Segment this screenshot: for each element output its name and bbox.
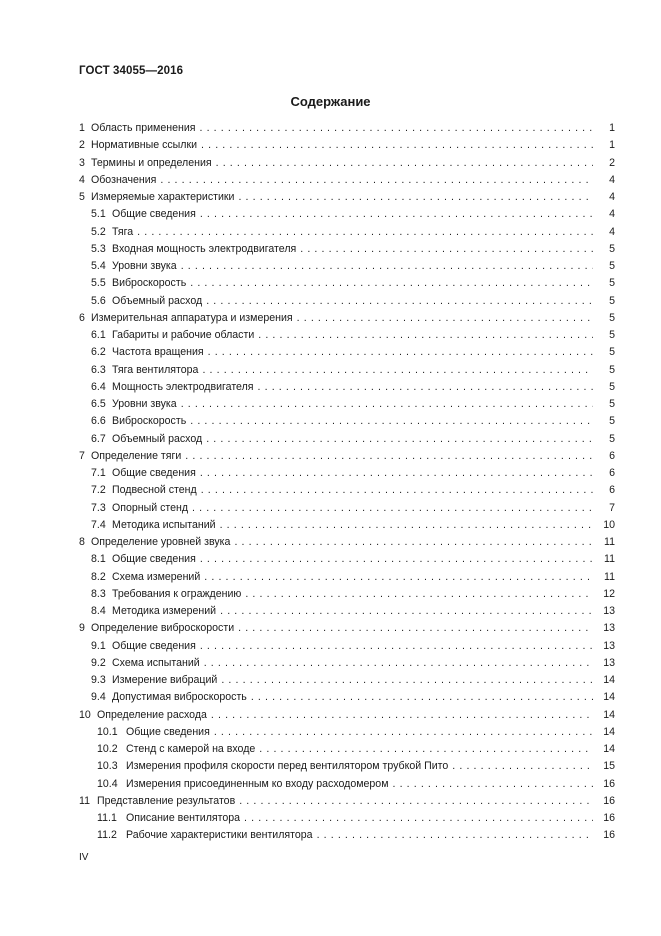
toc-entry (79, 689, 615, 706)
toc-entry-number: 7.4 (91, 518, 106, 531)
toc-entry-title-text: Методика измерений (112, 605, 217, 617)
toc-entry-title (126, 776, 593, 793)
toc-entry-title (97, 707, 593, 724)
toc-entry (79, 827, 615, 844)
toc-entry-page: 11 (595, 551, 615, 568)
toc-entry-title (91, 189, 593, 206)
toc-entry-number: 6.1 (91, 329, 106, 341)
toc-entry-title-text: Измерения профиля скорости перед вентилятором трубкой Пито (126, 760, 449, 773)
toc-entry-title (112, 655, 593, 672)
toc-entry-page: 5 (595, 344, 615, 361)
toc-entry-title-text: Требования к ограждению (112, 587, 242, 600)
toc-entry (79, 344, 615, 361)
toc-entry-title (91, 620, 593, 637)
toc-entry (79, 413, 615, 430)
toc-entry (79, 707, 615, 724)
toc-entry-title-text: Габариты и рабочие области (112, 329, 255, 341)
toc-entry-title (112, 206, 593, 223)
toc-entry-page: 5 (595, 379, 615, 396)
toc-entry-title-text: Схема испытаний (112, 656, 200, 669)
toc-entry-title-text: Термины и определения (91, 156, 212, 169)
toc-entry-page: 4 (595, 206, 615, 223)
toc-entry-title-text: Общие сведения (112, 467, 196, 479)
page-number: IV (79, 852, 89, 863)
toc-entry-number: 3 (79, 156, 85, 169)
toc-entry-number: 5.5 (91, 277, 106, 290)
toc-entry-number: 9.1 (91, 639, 106, 652)
toc-entry-number: 10.4 (97, 777, 118, 790)
toc-entry (79, 379, 615, 396)
toc-entry-page: 13 (595, 620, 615, 637)
toc-entry (79, 482, 615, 499)
toc-entry-number: 7.3 (91, 501, 106, 514)
toc-entry-title-text: Частота вращения (112, 346, 204, 359)
toc-entry-page: 5 (595, 396, 615, 413)
toc-entry-page: 5 (595, 275, 615, 292)
toc-title: Содержание (290, 94, 371, 109)
toc-entry (79, 776, 615, 793)
toc-entry-page: 5 (595, 431, 615, 448)
toc-entry (79, 448, 615, 465)
toc-entry-title (112, 327, 593, 344)
toc-entry (79, 155, 615, 172)
toc-entry-page: 7 (595, 500, 615, 517)
toc-entry-page: 16 (595, 793, 615, 810)
toc-entry (79, 120, 615, 137)
toc-entry (79, 465, 615, 482)
toc-entry-title (112, 241, 593, 258)
toc-entry-title (112, 379, 593, 396)
toc-entry (79, 137, 615, 154)
toc-entry (79, 569, 615, 586)
toc-entry-title-text: Описание вентилятора (126, 812, 241, 824)
toc-entry-page: 11 (595, 569, 615, 586)
toc-entry-page: 16 (595, 827, 615, 844)
toc-entry-page: 16 (595, 776, 615, 793)
toc-entry (79, 551, 615, 568)
toc-entry-number: 11 (79, 794, 90, 807)
toc-entry-number: 10.3 (97, 760, 118, 773)
toc-entry-page: 6 (595, 482, 615, 499)
toc-entry-page: 6 (595, 448, 615, 465)
toc-entry (79, 603, 615, 620)
toc-entry (79, 534, 615, 551)
toc-entry-number: 5.1 (91, 208, 106, 221)
toc-entry-title (112, 362, 593, 379)
toc-entry-page: 14 (595, 672, 615, 689)
toc-entry-title-text: Допустимая виброскорость (112, 691, 247, 704)
toc-entry (79, 327, 615, 344)
toc-entry-title (112, 465, 593, 482)
toc-entry-page: 5 (595, 362, 615, 379)
toc-entry (79, 758, 615, 775)
toc-entry-number: 8.4 (91, 605, 106, 617)
document-header: ГОСТ 34055—2016 (79, 65, 184, 77)
toc-entry-title (112, 569, 593, 586)
toc-entry-number: 1 (79, 122, 85, 134)
toc-entry-title (112, 413, 593, 430)
toc-entry-number: 5.3 (91, 242, 106, 255)
toc-entry (79, 810, 615, 827)
toc-entry (79, 310, 615, 327)
toc-entry-title-text: Область применения (91, 122, 196, 134)
toc-entry-title (91, 534, 593, 551)
toc-entry-page: 6 (595, 465, 615, 482)
toc-entry-page: 5 (595, 258, 615, 275)
toc-entry-title (91, 448, 593, 465)
toc-entry-number: 5.2 (91, 225, 106, 238)
toc-entry-number: 7.2 (91, 484, 106, 497)
toc-entry-page: 13 (595, 638, 615, 655)
toc-entry-number: 8.3 (91, 587, 106, 600)
toc-entry-title (112, 689, 593, 706)
toc-entry-title-text: Мощность электродвигателя (112, 380, 254, 393)
toc-entry (79, 638, 615, 655)
toc-entry-title (112, 396, 593, 413)
toc-entry (79, 396, 615, 413)
toc-entry (79, 241, 615, 258)
toc-entry-page: 4 (595, 224, 615, 241)
toc-entry-number: 6.7 (91, 432, 106, 445)
toc-entry-title (91, 155, 593, 172)
toc-entry (79, 206, 615, 223)
toc-entry-number: 9.3 (91, 674, 106, 686)
toc-entry-page: 15 (595, 758, 615, 775)
toc-entry-title-text: Измеряемые характеристики (91, 191, 235, 203)
toc-entry-number: 10.2 (97, 743, 118, 755)
toc-entry-title (112, 551, 593, 568)
toc-entry-title-text: Схема измерений (112, 570, 201, 583)
toc-entry (79, 586, 615, 603)
toc-entry-title-text: Определение расхода (97, 708, 207, 721)
toc-entry-title (91, 120, 593, 137)
toc-entry-title-text: Объемный расход (112, 432, 203, 445)
toc-entry (79, 275, 615, 292)
toc-entry-title-text: Тяга (112, 225, 134, 238)
toc-entry (79, 258, 615, 275)
toc-entry-page: 14 (595, 741, 615, 758)
toc-entry-title (91, 137, 593, 154)
toc-entry-title (112, 482, 593, 499)
toc-entry-title (126, 810, 593, 827)
toc-entry-title-text: Измерительная аппаратура и измерения (91, 311, 293, 324)
toc-entry-page: 16 (595, 810, 615, 827)
toc-entry-title (126, 741, 593, 758)
toc-entry-number: 8 (79, 536, 85, 548)
toc-entry-title-text: Подвесной стенд (112, 484, 197, 497)
toc-entry-page: 10 (595, 517, 615, 534)
toc-entry-page: 5 (595, 293, 615, 310)
toc-entry-number: 6 (79, 311, 85, 324)
toc-entry-number: 6.6 (91, 415, 106, 428)
toc-entry-title (126, 758, 593, 775)
table-of-contents (79, 120, 615, 845)
toc-entry-title-text: Измерение вибраций (112, 674, 218, 686)
toc-entry-title (112, 672, 593, 689)
toc-entry-title (112, 431, 593, 448)
toc-entry-number: 8.2 (91, 570, 106, 583)
toc-entry-number: 10 (79, 708, 91, 721)
toc-entry-title-text: Опорный стенд (112, 501, 189, 514)
toc-entry-title-text: Общие сведения (112, 639, 196, 652)
toc-entry-title (91, 172, 593, 189)
toc-entry-number: 9.2 (91, 656, 106, 669)
toc-entry-number: 9.4 (91, 691, 106, 704)
toc-entry (79, 793, 615, 810)
toc-entry-title (91, 310, 593, 327)
toc-entry-title-text: Стенд с камерой на входе (126, 743, 256, 755)
toc-entry-number: 6.5 (91, 398, 106, 410)
toc-entry-number: 5.6 (91, 294, 106, 307)
toc-entry-title-text: Измерения присоединенным ко входу расходомером (126, 777, 389, 790)
toc-entry-page: 14 (595, 724, 615, 741)
toc-entry (79, 741, 615, 758)
toc-entry (79, 431, 615, 448)
toc-entry-page: 4 (595, 172, 615, 189)
toc-entry-title-text: Обозначения (91, 173, 157, 186)
toc-entry-title-text: Представление результатов (97, 794, 236, 807)
toc-entry (79, 293, 615, 310)
toc-entry-title (112, 586, 593, 603)
toc-entry-page: 5 (595, 241, 615, 258)
toc-entry-title-text: Общие сведения (112, 208, 196, 221)
toc-entry-title (112, 517, 593, 534)
toc-entry-title (112, 603, 593, 620)
toc-entry-title-text: Общие сведения (112, 553, 196, 566)
toc-entry-page: 1 (595, 120, 615, 137)
toc-entry-title (112, 275, 593, 292)
toc-entry-page: 11 (595, 534, 615, 551)
toc-entry-number: 7.1 (91, 467, 106, 479)
toc-entry-title (126, 724, 593, 741)
toc-entry (79, 655, 615, 672)
toc-entry-title-text: Общие сведения (126, 725, 210, 738)
toc-entry-title-text: Определение виброскорости (91, 622, 235, 635)
toc-entry-number: 9 (79, 622, 85, 635)
toc-entry-title-text: Тяга вентилятора (112, 363, 199, 376)
toc-entry-title (112, 224, 593, 241)
toc-entry-number: 7 (79, 449, 85, 462)
toc-entry-number: 6.4 (91, 380, 106, 393)
toc-entry-title-text: Виброскорость (112, 415, 187, 428)
toc-entry-title (97, 793, 593, 810)
toc-entry-page: 1 (595, 137, 615, 154)
toc-entry-number: 10.1 (97, 725, 118, 738)
toc-entry-title-text: Рабочие характеристики вентилятора (126, 829, 313, 842)
toc-entry (79, 517, 615, 534)
toc-entry (79, 672, 615, 689)
toc-entry-page: 5 (595, 413, 615, 430)
toc-entry-title (112, 344, 593, 361)
toc-entry-title-text: Виброскорость (112, 277, 187, 290)
toc-entry-page: 12 (595, 586, 615, 603)
toc-entry-number: 6.3 (91, 363, 106, 376)
toc-entry (79, 362, 615, 379)
toc-entry-number: 6.2 (91, 346, 106, 359)
toc-entry-page: 5 (595, 327, 615, 344)
toc-entry-title (126, 827, 593, 844)
toc-entry (79, 172, 615, 189)
toc-entry-number: 8.1 (91, 553, 106, 566)
toc-entry-title-text: Определение уровней звука (91, 536, 231, 548)
toc-entry-title-text: Объемный расход (112, 294, 203, 307)
toc-entry-number: 2 (79, 139, 85, 152)
toc-entry-title (112, 293, 593, 310)
toc-entry-number: 11.1 (97, 812, 117, 824)
toc-entry-page: 14 (595, 707, 615, 724)
toc-entry-title-text: Уровни звука (112, 398, 177, 410)
toc-entry-title (112, 258, 593, 275)
toc-entry-page: 14 (595, 689, 615, 706)
toc-entry-page: 2 (595, 155, 615, 172)
toc-entry (79, 724, 615, 741)
toc-entry-title-text: Уровни звука (112, 260, 177, 272)
toc-entry (79, 500, 615, 517)
toc-entry-number: 5 (79, 191, 85, 203)
toc-entry-title (112, 638, 593, 655)
toc-entry (79, 620, 615, 637)
toc-entry-page: 5 (595, 310, 615, 327)
toc-entry-title-text: Нормативные ссылки (91, 139, 198, 152)
toc-entry (79, 224, 615, 241)
toc-entry-number: 5.4 (91, 260, 106, 272)
toc-entry-number: 4 (79, 173, 85, 186)
toc-entry-title-text: Определение тяги (91, 449, 182, 462)
toc-entry-title-text: Входная мощность электродвигателя (112, 242, 297, 255)
toc-entry-title-text: Методика испытаний (112, 518, 216, 531)
toc-entry-page: 13 (595, 655, 615, 672)
toc-entry-page: 4 (595, 189, 615, 206)
toc-entry-page: 13 (595, 603, 615, 620)
toc-entry-number: 11.2 (97, 829, 117, 842)
toc-entry (79, 189, 615, 206)
toc-entry-title (112, 500, 593, 517)
